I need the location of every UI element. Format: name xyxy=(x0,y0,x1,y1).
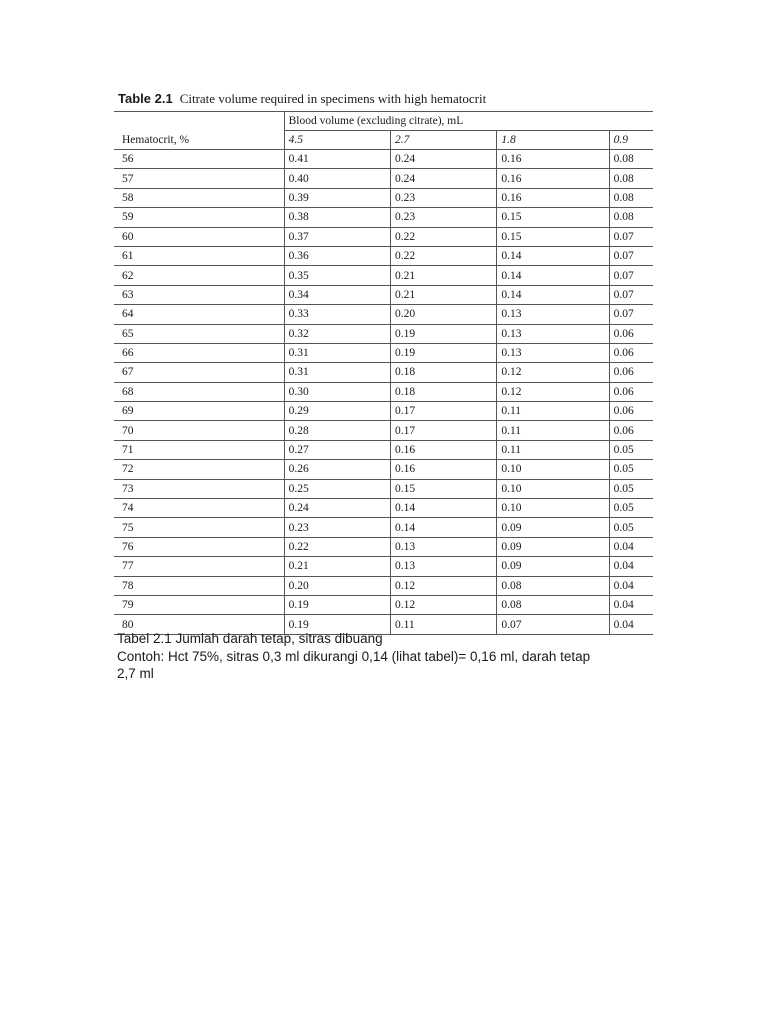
citrate-volume-cell: 0.19 xyxy=(284,615,390,634)
citrate-volume-cell: 0.11 xyxy=(497,402,609,421)
hematocrit-cell: 59 xyxy=(114,208,284,227)
citrate-volume-cell: 0.09 xyxy=(497,518,609,537)
citrate-volume-cell: 0.26 xyxy=(284,460,390,479)
citrate-volume-cell: 0.29 xyxy=(284,402,390,421)
table-row xyxy=(114,227,653,246)
citrate-volume-cell: 0.12 xyxy=(390,576,496,595)
citrate-volume-cell: 0.05 xyxy=(609,440,653,459)
citrate-volume-cell: 0.05 xyxy=(609,518,653,537)
table-row xyxy=(114,421,653,440)
volume-column-header: 4.5 xyxy=(284,131,390,150)
table-row xyxy=(114,440,653,459)
citrate-volume-cell: 0.06 xyxy=(609,324,653,343)
citrate-volume-cell: 0.08 xyxy=(609,169,653,188)
citrate-volume-cell: 0.14 xyxy=(390,499,496,518)
citrate-volume-cell: 0.13 xyxy=(497,305,609,324)
table-row xyxy=(114,499,653,518)
hematocrit-cell: 77 xyxy=(114,557,284,576)
citrate-volume-cell: 0.16 xyxy=(390,440,496,459)
table-row xyxy=(114,363,653,382)
citrate-volume-cell: 0.11 xyxy=(497,440,609,459)
citrate-volume-cell: 0.07 xyxy=(609,285,653,304)
citrate-volume-cell: 0.04 xyxy=(609,615,653,634)
citrate-volume-cell: 0.20 xyxy=(390,305,496,324)
table-row xyxy=(114,557,653,576)
citrate-volume-cell: 0.24 xyxy=(390,150,496,169)
citrate-volume-cell: 0.05 xyxy=(609,479,653,498)
citrate-volume-cell: 0.10 xyxy=(497,460,609,479)
hematocrit-column-header: Hematocrit, % xyxy=(114,131,284,150)
citrate-volume-cell: 0.04 xyxy=(609,537,653,556)
hematocrit-cell: 60 xyxy=(114,227,284,246)
hematocrit-cell: 64 xyxy=(114,305,284,324)
citrate-volume-cell: 0.10 xyxy=(497,499,609,518)
table-row xyxy=(114,537,653,556)
volume-column-header: 1.8 xyxy=(497,131,609,150)
table-row xyxy=(114,169,653,188)
table-row xyxy=(114,266,653,285)
hematocrit-cell: 56 xyxy=(114,150,284,169)
citrate-volume-cell: 0.39 xyxy=(284,188,390,207)
citrate-volume-cell: 0.10 xyxy=(497,479,609,498)
citrate-volume-cell: 0.06 xyxy=(609,421,653,440)
table-row xyxy=(114,208,653,227)
citrate-volume-cell: 0.23 xyxy=(284,518,390,537)
citrate-volume-cell: 0.14 xyxy=(497,266,609,285)
hematocrit-cell: 66 xyxy=(114,343,284,362)
citrate-volume-cell: 0.33 xyxy=(284,305,390,324)
citrate-volume-cell: 0.15 xyxy=(497,227,609,246)
citrate-volume-cell: 0.19 xyxy=(390,343,496,362)
citrate-volume-cell: 0.08 xyxy=(609,208,653,227)
citrate-volume-cell: 0.23 xyxy=(390,208,496,227)
table-row xyxy=(114,188,653,207)
hematocrit-cell: 72 xyxy=(114,460,284,479)
table-title: Citrate volume required in specimens with high hematocrit xyxy=(179,91,487,106)
citrate-volume-cell: 0.07 xyxy=(609,227,653,246)
citrate-volume-cell: 0.05 xyxy=(609,499,653,518)
table-group-header-row xyxy=(114,112,653,131)
citrate-volume-cell: 0.12 xyxy=(497,382,609,401)
table-row xyxy=(114,402,653,421)
citrate-volume-cell: 0.24 xyxy=(284,499,390,518)
note-line: 2,7 ml xyxy=(117,666,154,681)
table-row xyxy=(114,576,653,595)
hematocrit-cell: 61 xyxy=(114,246,284,265)
hematocrit-cell: 76 xyxy=(114,537,284,556)
citrate-volume-cell: 0.14 xyxy=(497,246,609,265)
note-text xyxy=(117,630,677,683)
citrate-volume-cell: 0.13 xyxy=(390,557,496,576)
citrate-volume-cell: 0.21 xyxy=(390,266,496,285)
citrate-volume-cell: 0.08 xyxy=(497,576,609,595)
citrate-volume-cell: 0.04 xyxy=(609,595,653,614)
citrate-volume-cell: 0.06 xyxy=(609,343,653,362)
table-row xyxy=(114,382,653,401)
citrate-volume-cell: 0.07 xyxy=(609,305,653,324)
table-label: Table 2.1 xyxy=(118,91,173,106)
citrate-volume-cell: 0.05 xyxy=(609,460,653,479)
hematocrit-cell: 57 xyxy=(114,169,284,188)
citrate-volume-cell: 0.04 xyxy=(609,576,653,595)
citrate-volume-cell: 0.36 xyxy=(284,246,390,265)
table-row xyxy=(114,460,653,479)
citrate-volume-cell: 0.17 xyxy=(390,402,496,421)
hematocrit-cell: 74 xyxy=(114,499,284,518)
citrate-volume-cell: 0.12 xyxy=(497,363,609,382)
citrate-volume-cell: 0.22 xyxy=(390,227,496,246)
table-row xyxy=(114,246,653,265)
citrate-volume-cell: 0.15 xyxy=(497,208,609,227)
citrate-volume-cell: 0.27 xyxy=(284,440,390,459)
table-row xyxy=(114,518,653,537)
citrate-volume-cell: 0.16 xyxy=(390,460,496,479)
citrate-volume-cell: 0.07 xyxy=(497,615,609,634)
blood-volume-group-header: Blood volume (excluding citrate), mL xyxy=(284,112,653,131)
citrate-volume-cell: 0.09 xyxy=(497,557,609,576)
citrate-volume-cell: 0.22 xyxy=(390,246,496,265)
citrate-volume-cell: 0.28 xyxy=(284,421,390,440)
hematocrit-cell: 73 xyxy=(114,479,284,498)
citrate-volume-cell: 0.04 xyxy=(609,557,653,576)
citrate-volume-cell: 0.07 xyxy=(609,246,653,265)
hematocrit-cell: 80 xyxy=(114,615,284,634)
citrate-volume-cell: 0.17 xyxy=(390,421,496,440)
citrate-volume-cell: 0.23 xyxy=(390,188,496,207)
citrate-volume-cell: 0.31 xyxy=(284,343,390,362)
hematocrit-cell: 58 xyxy=(114,188,284,207)
note-line: Contoh: Hct 75%, sitras 0,3 ml dikurangi 0,14 (lihat tabel)= 0,16 ml, darah tetap xyxy=(117,648,591,664)
citrate-volume-cell: 0.11 xyxy=(497,421,609,440)
citrate-volume-cell: 0.16 xyxy=(497,150,609,169)
citrate-volume-cell: 0.38 xyxy=(284,208,390,227)
citrate-volume-cell: 0.37 xyxy=(284,227,390,246)
hematocrit-cell: 69 xyxy=(114,402,284,421)
citrate-volume-cell: 0.11 xyxy=(390,615,496,634)
citrate-volume-cell: 0.13 xyxy=(497,324,609,343)
note-line: Tabel 2.1 Jumlah darah tetap, sitras dibuang xyxy=(117,631,383,646)
volume-column-header: 2.7 xyxy=(390,131,496,150)
citrate-volume-cell: 0.32 xyxy=(284,324,390,343)
citrate-volume-cell: 0.13 xyxy=(390,537,496,556)
citrate-volume-cell: 0.40 xyxy=(284,169,390,188)
hematocrit-cell: 62 xyxy=(114,266,284,285)
citrate-volume-cell: 0.15 xyxy=(390,479,496,498)
citrate-volume-cell: 0.34 xyxy=(284,285,390,304)
citrate-volume-cell: 0.18 xyxy=(390,382,496,401)
citrate-volume-cell: 0.24 xyxy=(390,169,496,188)
hematocrit-cell: 65 xyxy=(114,324,284,343)
citrate-volume-cell: 0.12 xyxy=(390,595,496,614)
citrate-volume-cell: 0.20 xyxy=(284,576,390,595)
citrate-volume-cell: 0.09 xyxy=(497,537,609,556)
hematocrit-cell: 71 xyxy=(114,440,284,459)
table-column-header-row xyxy=(114,131,653,150)
citrate-volume-cell: 0.19 xyxy=(390,324,496,343)
citrate-volume-cell: 0.14 xyxy=(390,518,496,537)
citrate-volume-cell: 0.07 xyxy=(609,266,653,285)
table-row xyxy=(114,150,653,169)
table-row xyxy=(114,595,653,614)
citrate-volume-cell: 0.18 xyxy=(390,363,496,382)
volume-column-header: 0.9 xyxy=(609,131,653,150)
citrate-volume-cell: 0.31 xyxy=(284,363,390,382)
citrate-volume-cell: 0.30 xyxy=(284,382,390,401)
hematocrit-cell: 79 xyxy=(114,595,284,614)
citrate-volume-table xyxy=(114,111,653,635)
citrate-volume-cell: 0.14 xyxy=(497,285,609,304)
citrate-volume-cell: 0.22 xyxy=(284,537,390,556)
hematocrit-cell: 70 xyxy=(114,421,284,440)
citrate-volume-cell: 0.35 xyxy=(284,266,390,285)
citrate-volume-cell: 0.25 xyxy=(284,479,390,498)
citrate-volume-cell: 0.41 xyxy=(284,150,390,169)
citrate-volume-cell: 0.21 xyxy=(390,285,496,304)
table-row xyxy=(114,343,653,362)
table-row xyxy=(114,324,653,343)
citrate-volume-cell: 0.21 xyxy=(284,557,390,576)
citrate-volume-cell: 0.08 xyxy=(609,150,653,169)
citrate-volume-cell: 0.06 xyxy=(609,382,653,401)
table-row xyxy=(114,305,653,324)
hematocrit-cell: 63 xyxy=(114,285,284,304)
citrate-volume-cell: 0.13 xyxy=(497,343,609,362)
hematocrit-cell: 68 xyxy=(114,382,284,401)
hematocrit-cell: 67 xyxy=(114,363,284,382)
citrate-volume-cell: 0.08 xyxy=(497,595,609,614)
citrate-volume-cell: 0.08 xyxy=(609,188,653,207)
hematocrit-cell: 78 xyxy=(114,576,284,595)
citrate-volume-cell: 0.19 xyxy=(284,595,390,614)
citrate-volume-cell: 0.06 xyxy=(609,402,653,421)
table-caption xyxy=(118,91,678,107)
citrate-volume-cell: 0.16 xyxy=(497,188,609,207)
table-row xyxy=(114,285,653,304)
citrate-volume-cell: 0.16 xyxy=(497,169,609,188)
hematocrit-cell: 75 xyxy=(114,518,284,537)
table-row xyxy=(114,479,653,498)
citrate-volume-cell: 0.06 xyxy=(609,363,653,382)
